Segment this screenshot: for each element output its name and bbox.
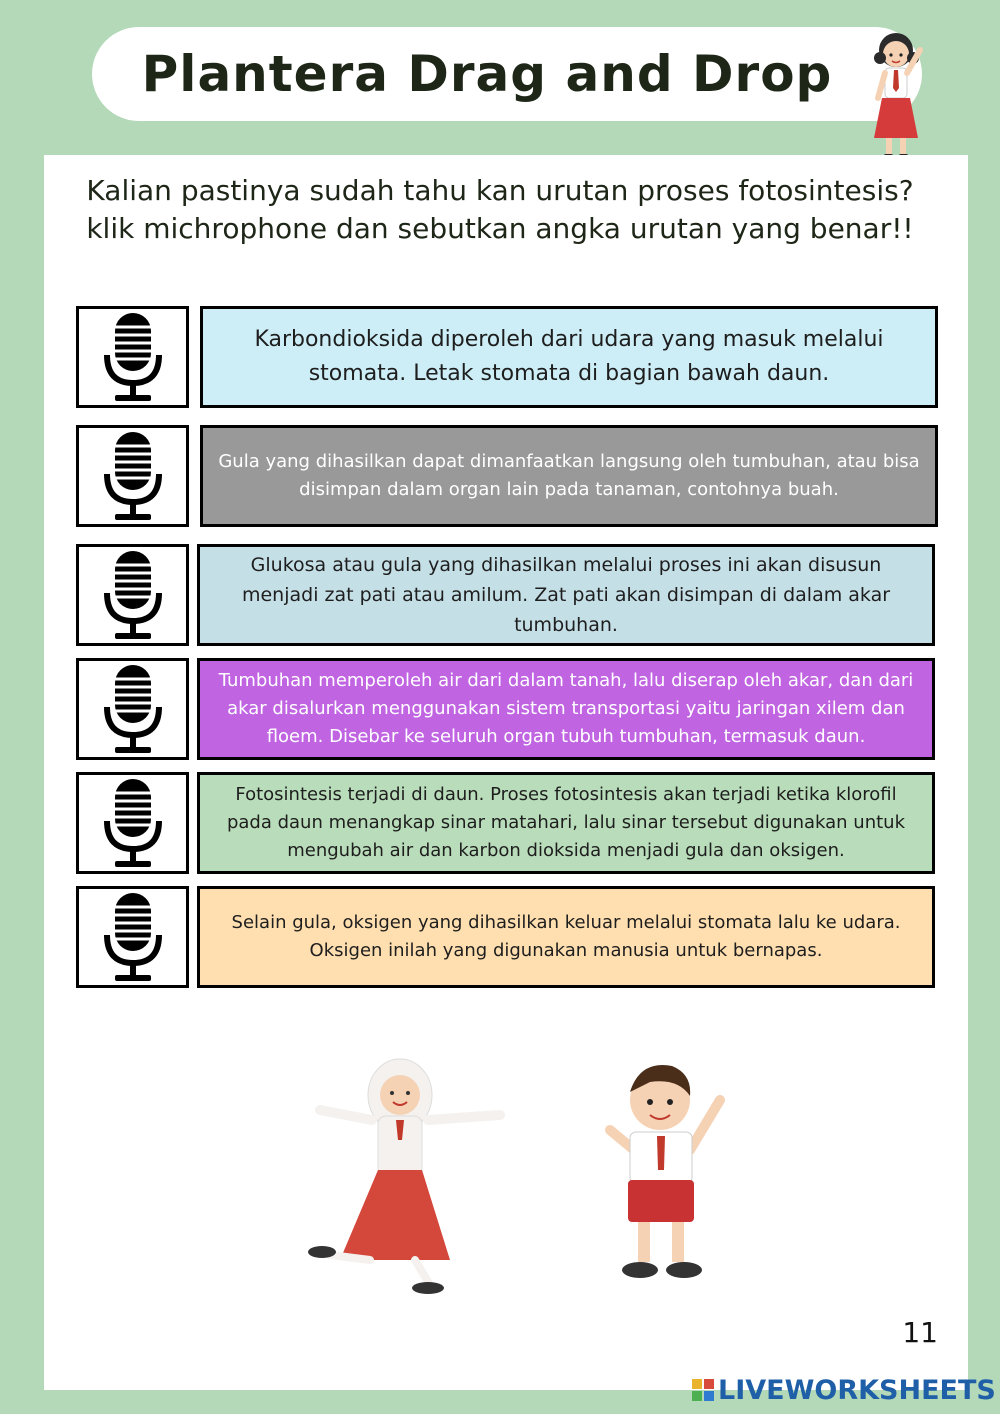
statement-card-2: Gula yang dihasilkan dapat dimanfaatkan langsung oleh tumbuhan, atau bisa disimpan dalam organ lain pada tanaman, contohnya buah. bbox=[200, 425, 938, 527]
student-girl-illustration bbox=[858, 28, 938, 168]
statement-row-4 bbox=[76, 658, 938, 760]
microphone-button-2[interactable] bbox=[76, 425, 189, 527]
page-title: Plantera Drag and Drop bbox=[141, 45, 833, 103]
statement-row-6 bbox=[76, 886, 938, 988]
students-illustration bbox=[300, 1040, 760, 1300]
microphone-button-5[interactable] bbox=[76, 772, 189, 874]
statement-card-6: Selain gula, oksigen yang dihasilkan keluar melalui stomata lalu ke udara. Oksigen inilah yang digunakan manusia untuk bernapas. bbox=[197, 886, 935, 988]
microphone-button-4[interactable] bbox=[76, 658, 189, 760]
instruction-text: Kalian pastinya sudah tahu kan urutan proses fotosintesis? klik michrophone dan sebutkan angka urutan yang benar!! bbox=[86, 174, 914, 245]
microphone-icon bbox=[101, 663, 165, 755]
statement-card-4: Tumbuhan memperoleh air dari dalam tanah, lalu diserap oleh akar, dan dari akar disalurkan menggunakan sistem transportasi yaitu jaringan xilem dan floem. Disebar ke seluruh organ tubuh tumbuhan, termasuk daun. bbox=[197, 658, 935, 760]
microphone-button-1[interactable] bbox=[76, 306, 189, 408]
liveworksheets-logo bbox=[692, 1372, 996, 1408]
student-girl-hijab bbox=[308, 1059, 500, 1294]
microphone-icon bbox=[101, 430, 165, 522]
brand-name: LIVEWORKSHEETS bbox=[718, 1374, 996, 1406]
statement-card-3: Glukosa atau gula yang dihasilkan melalui proses ini akan disusun menjadi zat pati atau amilum. Zat pati akan disimpan di dalam akar tumbuhan. bbox=[197, 544, 935, 646]
liveworksheets-logo-icon bbox=[692, 1379, 714, 1401]
microphone-icon bbox=[101, 777, 165, 869]
statement-card-1: Karbondioksida diperoleh dari udara yang masuk melalui stomata. Letak stomata di bagian bawah daun. bbox=[200, 306, 938, 408]
title-banner bbox=[92, 27, 922, 121]
statement-row-5 bbox=[76, 772, 938, 874]
microphone-icon bbox=[101, 891, 165, 983]
microphone-icon bbox=[101, 549, 165, 641]
page-number: 11 bbox=[902, 1316, 938, 1349]
statement-card-5: Fotosintesis terjadi di daun. Proses fotosintesis akan terjadi ketika klorofil pada daun menangkap sinar matahari, lalu sinar tersebut digunakan untuk mengubah air dan karbon dioksida menjadi gula dan oksigen. bbox=[197, 772, 935, 874]
student-boy bbox=[610, 1065, 720, 1278]
microphone-button-3[interactable] bbox=[76, 544, 189, 646]
statement-row-1 bbox=[76, 306, 938, 408]
statement-row-3 bbox=[76, 544, 938, 646]
microphone-icon bbox=[101, 311, 165, 403]
statement-row-2 bbox=[76, 425, 938, 527]
microphone-button-6[interactable] bbox=[76, 886, 189, 988]
